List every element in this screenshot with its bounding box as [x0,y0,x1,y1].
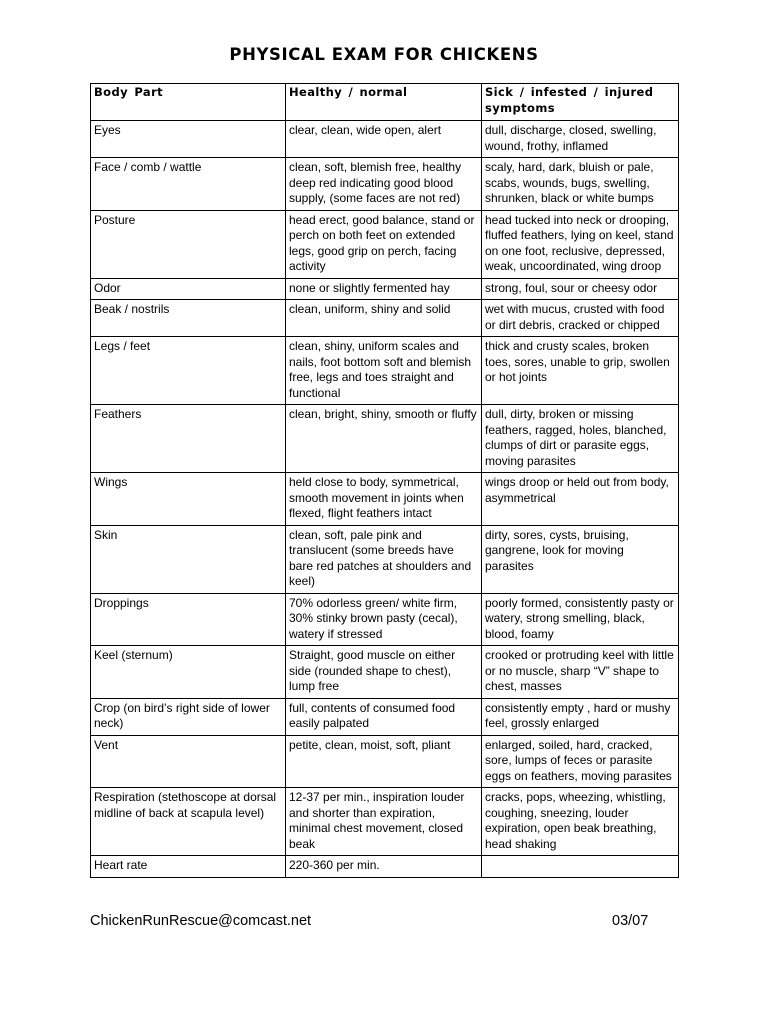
body-part-cell: Feathers [91,405,286,473]
page-title: PHYSICAL EXAM FOR CHICKENS [229,45,539,64]
body-part-cell: Beak / nostrils [91,300,286,337]
table-row [91,210,679,278]
sick-cell [482,856,679,878]
table-row [91,121,679,158]
table-row [91,788,679,856]
sick-cell: strong, foul, sour or cheesy odor [482,278,679,300]
table-row [91,525,679,593]
footer-date: 03/07 [612,913,649,929]
healthy-cell: clean, uniform, shiny and solid [286,300,482,337]
healthy-cell: head erect, good balance, stand or perch on both feet on extended legs, good grip on perch, facing activity [286,210,482,278]
sick-cell: cracks, pops, wheezing, whistling, coughing, sneezing, louder expiration, open beak breathing, head shaking [482,788,679,856]
body-part-cell: Face / comb / wattle [91,158,286,211]
body-part-cell: Posture [91,210,286,278]
body-part-cell: Keel (sternum) [91,646,286,699]
sick-cell: wet with mucus, crusted with food or dirt debris, cracked or chipped [482,300,679,337]
header-healthy: Healthy / normal [286,84,482,121]
healthy-cell: clear, clean, wide open, alert [286,121,482,158]
header-sick: Sick / infested / injured symptoms [482,84,679,121]
table-row [91,278,679,300]
healthy-cell: 70% odorless green/ white firm, 30% stinky brown pasty (cecal), watery if stressed [286,593,482,646]
table-row [91,158,679,211]
table-row [91,735,679,788]
header-body-part: Body Part [91,84,286,121]
sick-cell: wings droop or held out from body, asymmetrical [482,473,679,526]
footer-email: ChickenRunRescue@comcast.net [90,913,312,929]
body-part-cell: Odor [91,278,286,300]
healthy-cell: 220-360 per min. [286,856,482,878]
healthy-cell: full, contents of consumed food easily palpated [286,698,482,735]
body-part-cell: Crop (on bird’s right side of lower neck) [91,698,286,735]
table-row [91,698,679,735]
table-row [91,856,679,878]
exam-table [90,83,679,878]
sick-cell: consistently empty , hard or mushy feel, grossly enlarged [482,698,679,735]
healthy-cell: none or slightly fermented hay [286,278,482,300]
body-part-cell: Vent [91,735,286,788]
healthy-cell: 12-37 per min., inspiration louder and shorter than expiration, minimal chest movement, closed beak [286,788,482,856]
healthy-cell: Straight, good muscle on either side (rounded shape to chest), lump free [286,646,482,699]
table-row [91,646,679,699]
table-row [91,473,679,526]
sick-cell: scaly, hard, dark, bluish or pale, scabs, wounds, bugs, swelling, shrunken, black or white bumps [482,158,679,211]
healthy-cell: clean, shiny, uniform scales and nails, foot bottom soft and blemish free, legs and toes straight and functional [286,337,482,405]
body-part-cell: Eyes [91,121,286,158]
table-row [91,337,679,405]
table-row [91,593,679,646]
healthy-cell: clean, bright, shiny, smooth or fluffy [286,405,482,473]
sick-cell: poorly formed, consistently pasty or watery, strong smelling, black, blood, foamy [482,593,679,646]
body-part-cell: Skin [91,525,286,593]
healthy-cell: petite, clean, moist, soft, pliant [286,735,482,788]
sick-cell: dull, dirty, broken or missing feathers, ragged, holes, blanched, clumps of dirt or parasite eggs, moving parasites [482,405,679,473]
body-part-cell: Heart rate [91,856,286,878]
sick-cell: dirty, sores, cysts, bruising, gangrene, look for moving parasites [482,525,679,593]
healthy-cell: clean, soft, pale pink and translucent (some breeds have bare red patches at shoulders and keel) [286,525,482,593]
healthy-cell: clean, soft, blemish free, healthy deep red indicating good blood supply, (some faces are not red) [286,158,482,211]
sick-cell: crooked or protruding keel with little or no muscle, sharp “V” shape to chest, masses [482,646,679,699]
table-header-row [91,84,679,121]
body-part-cell: Droppings [91,593,286,646]
body-part-cell: Wings [91,473,286,526]
sick-cell: dull, discharge, closed, swelling, wound, frothy, inflamed [482,121,679,158]
body-part-cell: Respiration (stethoscope at dorsal midline of back at scapula level) [91,788,286,856]
healthy-cell: held close to body, symmetrical, smooth movement in joints when flexed, flight feathers intact [286,473,482,526]
sick-cell: thick and crusty scales, broken toes, sores, unable to grip, swollen or hot joints [482,337,679,405]
sick-cell: enlarged, soiled, hard, cracked, sore, lumps of feces or parasite eggs on feathers, moving parasites [482,735,679,788]
body-part-cell: Legs / feet [91,337,286,405]
table-row [91,300,679,337]
sick-cell: head tucked into neck or drooping, fluffed feathers, lying on keel, stand on one foot, reclusive, depressed, weak, uncoordinated, wing droop [482,210,679,278]
table-row [91,405,679,473]
